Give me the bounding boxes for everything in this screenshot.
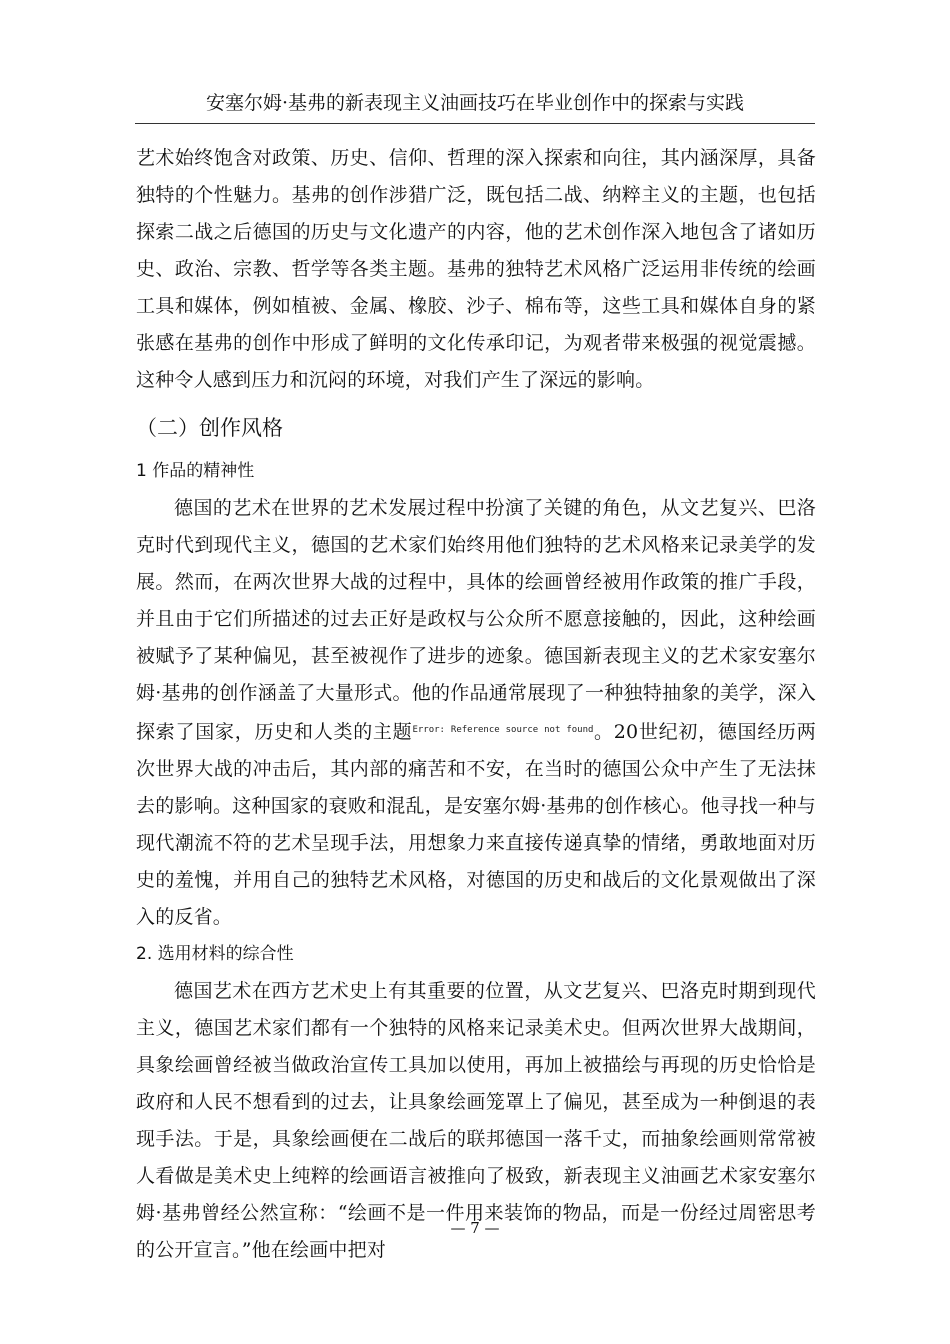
reference-error-note: Error: Reference source not found xyxy=(412,725,594,735)
body-paragraph-spirituality xyxy=(136,490,816,936)
paragraph-text-before-reference: 德国的艺术在世界的艺术发展过程中扮演了关键的角色，从文艺复兴、巴洛克时代到现代主义，德国的艺术家们始终用他们独特的艺术风格来记录美学的发展。然而，在两次世界大战的过程中，具体的绘画曾经被用作政策的推广手段，并且由于它们所描述的过去正好是政权与公众所不愿意接触的，因此，这种绘画被赋予了某种偏见，甚至被视作了进步的迹象。德国新表现主义的艺术家安塞尔姆·基弗的创作涵盖了大量形式。他的作品通常展现了一种独特抽象的美学，深入探索了国家，历史和人类的主题 xyxy=(136,497,816,743)
body-paragraph-continued: 艺术始终饱含对政策、历史、信仰、哲理的深入探索和向往，其内涵深厚，具备独特的个性魅力。基弗的创作涉猎广泛，既包括二战、纳粹主义的主题，也包括探索二战之后德国的历史与文化遗产的内容，他的艺术创作深入地包含了诸如历史、政治、宗教、哲学等各类主题。基弗的独特艺术风格广泛运用非传统的绘画工具和媒体，例如植被、金属、橡胶、沙子、棉布等，这些工具和媒体自身的紧张感在基弗的创作中形成了鲜明的文化传承印记，为观者带来极强的视觉震撼。这种令人感到压力和沉闷的环境，对我们产生了深远的影响。 xyxy=(136,147,816,391)
header-rule xyxy=(135,123,815,124)
body-paragraph-materials: 德国艺术在西方艺术史上有其重要的位置，从文艺复兴、巴洛克时期到现代主义，德国艺术家们都有一个独特的风格来记录美术史。但两次世界大战期间，具象绘画曾经被当做政治宣传工具加以使用，再加上被描绘与再现的历史恰恰是政府和人民不想看到的过去，让具象绘画笼罩上了偏见，甚至成为一种倒退的表现手法。于是，具象绘画便在二战后的联邦德国一落千丈，而抽象绘画则常常被人看做是美术史上纯粹的绘画语言被推向了极致，新表现主义油画艺术家安塞尔姆·基弗曾经公然宣称：“绘画不是一件用来装饰的物品，而是一份经过周密思考的公开宣言。”他在绘画中把对 xyxy=(136,980,816,1261)
running-header-title: 安塞尔姆·基弗的新表现主义油画技巧在毕业创作中的探索与实践 xyxy=(205,92,745,114)
subsection-heading-2: 2. 选用材料的综合性 xyxy=(136,944,294,964)
subsection-heading-1: 1 作品的精神性 xyxy=(136,461,255,481)
paragraph-text-after-reference: 。20世纪初，德国经历两次世界大战的冲击后，其内部的痛苦和不安，在当时的德国公众中产生了无法抹去的影响。这种国家的衰败和混乱，是安塞尔姆·基弗的创作核心。他寻找一种与现代潮流不符的艺术呈现手法，用想象力来直接传递真挚的情绪，勇敢地面对历史的羞愧，并用自己的独特艺术风格，对德国的历史和战后的文化景观做出了深入的反省。 xyxy=(136,721,817,928)
document-body xyxy=(136,140,816,1269)
page-number: — 7 — xyxy=(450,1219,500,1237)
section-heading: （二）创作风格 xyxy=(136,416,283,440)
